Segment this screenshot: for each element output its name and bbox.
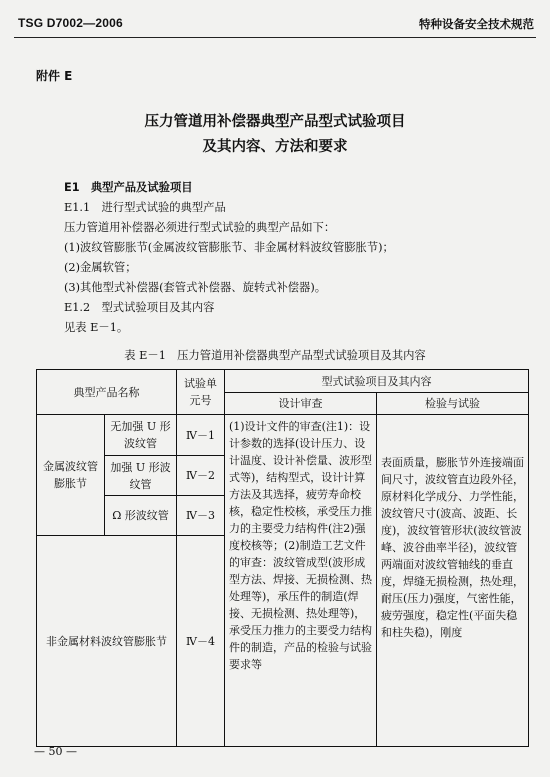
sub-product: Ω 形波纹管 xyxy=(105,496,177,536)
inspection-test-content: 表面质量，膨胀节外连接端面间尺寸，波纹管直边段外径，原材料化学成分、力学性能，波纹管尺寸(波高、波距、长度)，波纹管管形状(波纹管波峰、波谷曲率半径)，波纹管两端面对波纹管轴线的垂直度，焊缝无损检测，热处理，耐压(压力)强度，气密性能，疲劳强度，稳定性(平面失稳和柱失稳)，刚度 xyxy=(377,415,529,747)
unit-number: Ⅳ－2 xyxy=(177,456,225,496)
header-series-title: 特种设备安全技术规范 xyxy=(419,17,534,31)
col-header-items: 型式试验项目及其内容 xyxy=(225,370,529,393)
header-rule xyxy=(14,37,536,38)
header-standard-code: TSG D7002—2006 xyxy=(18,16,123,30)
list-item: (2)金属软管； xyxy=(64,261,137,274)
body-text: 见表 E－1。 xyxy=(64,321,129,334)
unit-number: Ⅳ－1 xyxy=(177,415,225,456)
subsection-e1-1: E1.1 进行型式试验的典型产品 xyxy=(64,201,226,214)
col-header-unit: 试验单元号 xyxy=(177,370,225,415)
subsection-e1-2: E1.2 型式试验项目及其内容 xyxy=(64,301,215,314)
unit-number: Ⅳ－4 xyxy=(177,536,225,747)
section-heading-e1: E1 典型产品及试验项目 xyxy=(64,181,193,194)
unit-number: Ⅳ－3 xyxy=(177,496,225,536)
col-header-test: 检验与试验 xyxy=(377,393,529,415)
sub-product: 加强 U 形波纹管 xyxy=(105,456,177,496)
test-items-table xyxy=(36,369,529,747)
group-metal-bellows: 金属波纹管膨胀节 xyxy=(37,415,105,536)
list-item: (3)其他型式补偿器(套管式补偿器、旋转式补偿器)。 xyxy=(64,281,327,294)
body-text: 压力管道用补偿器必须进行型式试验的典型产品如下： xyxy=(64,221,336,234)
doc-title-line2: 及其内容、方法和要求 xyxy=(202,139,348,155)
table-caption: 表 E－1 压力管道用补偿器典型产品型式试验项目及其内容 xyxy=(124,349,426,362)
list-item: (1)波纹管膨胀节(金属波纹管膨胀节、非金属材料波纹管膨胀节)； xyxy=(64,241,394,254)
annex-label: 附件 E xyxy=(36,69,73,83)
page-number: — 50 — xyxy=(34,745,77,758)
col-header-design: 设计审查 xyxy=(225,393,377,415)
doc-title-line1: 压力管道用补偿器典型产品型式试验项目 xyxy=(144,114,406,130)
group-nonmetal-bellows: 非金属材料波纹管膨胀节 xyxy=(37,536,177,747)
table-row xyxy=(37,415,529,456)
design-review-content: (1)设计文件的审查(注1)：设计参数的选择(设计压力、设计温度、设计补偿量、波形型式等)，结构型式，设计计算方法及其选择，疲劳寿命校核，稳定性校核，承受压力推力的主要受力结构件(注2)强度校核等；(2)制造工艺文件的审查：波纹管成型(波形成型方法、焊接、无损检测、热处理等)，承压件的制造(焊接、无损检测、热处理等)，承受压力推力的主要受力结构件的制造，产品的检验与试验要求等 xyxy=(225,415,377,747)
col-header-product: 典型产品名称 xyxy=(37,370,177,415)
sub-product: 无加强 U 形波纹管 xyxy=(105,415,177,456)
